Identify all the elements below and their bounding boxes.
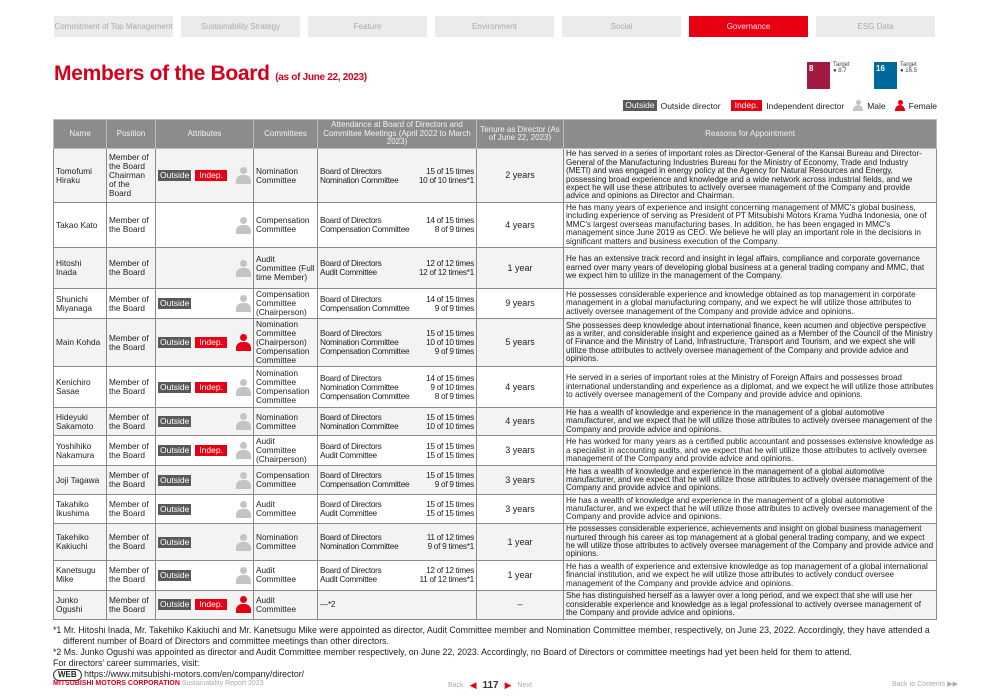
meeting-name: Audit Committee [320,449,377,460]
meeting-count: 15 of 15 times [426,470,474,481]
tenure: 1 year [477,248,564,289]
director-name: Takahiko Ikushima [54,495,107,524]
attendance-line [320,225,474,234]
attributes-cell [156,590,254,619]
committees: Audit Committee [254,590,318,619]
legend [623,100,937,111]
tenure: 3 years [477,466,564,495]
meeting-name: Board of Directors [320,532,382,543]
next-arrow-icon[interactable]: ▶ [504,680,512,690]
male-icon [236,442,251,459]
attendance-cell [318,408,477,436]
committees: Nomination Committee Compensation Committee [254,367,318,408]
director-name: Tomofumi Hiraku [54,149,107,203]
committees: Audit Committee (Full time Member) [254,248,318,289]
attendance-cell [318,149,477,203]
attributes-cell [156,408,254,436]
outside-tag: Outside [160,381,190,392]
attributes-cell [156,248,254,289]
appointment-reason: He has a wealth of knowledge and experience in the management of a global automotive manufacturer, and we expect that he will utilize those attributes to actively oversee management of the Company and provide advice and opinions. [564,408,937,436]
indep-tag: Indep. [195,337,227,348]
meeting-name: Board of Directors [320,411,382,422]
section-nav [54,16,935,37]
legend-female: Female [908,100,937,111]
appointment-reason: He served in a series of important roles at the Ministry of Foreign Affairs and possesses broad international understanding and experience as a diplomat, and we expect he will utilize those attributes to actively oversee management of the Company and provide advice and opinions. [564,367,937,408]
attributes-cell [156,524,254,561]
meeting-name: Board of Directors [320,372,382,383]
female-icon [236,334,251,351]
title-date: (as of June 22, 2023) [275,72,367,83]
tenure: 4 years [477,408,564,436]
director-name: Takao Kato [54,203,107,248]
male-icon [236,295,251,312]
attributes-cell [156,149,254,203]
meeting-count: 12 of 12 times [426,258,474,269]
male-icon [236,379,251,396]
meeting-name: Audit Committee [320,574,377,585]
attendance-cell [318,367,477,408]
attendance-line [320,575,474,584]
report-name: Sustainability Report 2023 [181,680,264,687]
meeting-name: Audit Committee [320,508,377,519]
committees: Compensation Committee [254,466,318,495]
legend-male: Male [867,100,886,111]
nav-tab[interactable]: Environment [435,16,554,37]
male-icon [236,413,251,430]
meeting-count: 14 of 15 times [426,293,474,304]
legend-indep: Independent director [766,100,845,111]
meeting-count: 10 of 10 times*1 [418,174,474,185]
table-row [54,524,937,561]
meeting-count: 15 of 15 times [426,499,474,510]
attributes-cell [156,367,254,408]
sdg-label: Target [833,62,850,68]
director-name: Junko Ogushi [54,590,107,619]
attendance-line [320,509,474,518]
director-name: Kenichiro Sasae [54,367,107,408]
attendance-line [320,392,474,401]
director-position: Member of the Board [107,524,156,561]
director-name: Hideyuki Sakamoto [54,408,107,436]
appointment-reason: He has a wealth of experience and extensive knowledge as top management of a global international financial institution, and we expect he will utilize those attributes to actively conduct oversee management of the Company and provide advice and opinions. [564,560,937,590]
table-row [54,367,937,408]
footnotes [53,625,943,681]
male-icon [236,501,251,518]
page-number: 117 [482,680,499,691]
indep-tag: Indep. [195,382,227,393]
double-arrow-icon[interactable]: ▶▶ [947,681,958,688]
director-name: Kanetsugu Mike [54,560,107,590]
company-name: MITSUBISHI MOTORS CORPORATION [53,680,180,687]
table-row [54,289,937,319]
sdg-8-icon: 8 [807,62,830,89]
outside-tag: Outside [160,599,190,610]
outside-tag: Outside [160,536,190,547]
indep-tag: Indep. [195,445,227,456]
nav-tab[interactable]: Commitment of Top Management [54,16,173,37]
meeting-name: Board of Directors [320,470,382,481]
nav-tab[interactable]: ESG Data [816,16,935,37]
meeting-name: Nomination Committee [320,420,399,431]
meeting-count: 14 of 15 times [426,215,474,226]
meeting-count: 8 of 9 times [434,390,474,401]
footnote-2: *2 Ms. Junko Ogushi was appointed as director and Audit Committee member respectively, on June 22, 2023. Accordingly, no Board of Directors or committee meetings had yet been held for them to attend. [53,646,852,657]
column-header: Committees [254,120,318,149]
attendance-line [320,480,474,489]
director-position: Member of the Board [107,203,156,248]
appointment-reason: He has a wealth of knowledge and experience in the management of a global automotive manufacturer, and we expect that he will utilize those attributes to actively oversee management of the Company and provide advice and opinions. [564,495,937,524]
outside-tag: Outside [160,474,190,485]
column-header: Position [107,120,156,149]
tenure: 3 years [477,436,564,466]
column-header: Name [54,120,107,149]
appointment-reason: He possesses considerable experience, achievements and insight on global business management nurtured through his career as top management at a global general trading company, and we expect he will utilize those attributes to actively oversee management of the Company and provide advice and opinions. [564,524,937,561]
attendance-cell [318,524,477,561]
meeting-name: Compensation Committee [320,479,410,490]
committees: Nomination Committee [254,408,318,436]
male-icon [236,217,251,234]
column-header: Attributes [156,120,254,149]
attendance-cell [318,248,477,289]
back-to-contents[interactable] [892,680,958,688]
appointment-reason: She possesses deep knowledge about international finance, keen acumen and objective perspective as a writer, and considerable insight and experience gained as a Member of the Council of the Ministry of Finance and the Ministry of Land, Infrastructure, Transport and Tourism, and we expect she will utilize those attributes to actively oversee management of the Company and provide advice and opinions. [564,319,937,367]
meeting-name: Board of Directors [320,258,382,269]
meeting-name: Board of Directors [320,565,382,576]
outside-tag: Outside [160,445,190,456]
table-row [54,203,937,248]
meeting-name: Nomination Committee [320,174,399,185]
back-link[interactable]: Back [448,682,464,689]
attributes-cell [156,289,254,319]
table-row [54,466,937,495]
attendance-line [320,542,474,551]
title-text: Members of the Board [54,62,270,85]
legend-outside: Outside director [660,100,721,111]
meeting-name: Nomination Committee [320,381,399,392]
director-position: Member of the Board [107,408,156,436]
sdg-label: Target [900,62,917,68]
director-position: Member of the Board [107,248,156,289]
nav-tab[interactable]: Feature [308,16,427,37]
attendance-cell [318,289,477,319]
board-table [53,119,937,620]
tenure: 2 years [477,149,564,203]
nav-tab[interactable]: Governance [689,16,808,37]
table-row [54,436,937,466]
meeting-name: Board of Directors [320,499,382,510]
table-row [54,319,937,367]
committees: Compensation Committee (Chairperson) [254,289,318,319]
committees: Compensation Committee [254,203,318,248]
nav-tab[interactable]: Social [562,16,681,37]
director-position: Member of the Board [107,495,156,524]
director-name: Main Kohda [54,319,107,367]
table-row [54,560,937,590]
attendance-line [320,304,474,313]
meeting-name: Board of Directors [320,293,382,304]
attributes-cell [156,466,254,495]
sdg-target: ● 16.5 [900,68,917,74]
column-header: Tenure as Director (As of June 22, 2023) [477,120,564,149]
outside-tag: Outside [160,569,190,580]
attendance-cell [318,436,477,466]
committees: Nomination Committee (Chairperson) Compensation Committee [254,319,318,367]
appointment-reason: He has worked for many years as a certified public accountant and possesses extensive knowledge as a specialist in accounting audits, and we expect that he will utilize those attributes to actively oversee management of the Company and provide advice and opinions. [564,436,937,466]
tenure: 1 year [477,560,564,590]
attributes-cell [156,560,254,590]
attributes-cell [156,436,254,466]
table-row [54,590,937,619]
tenure: 9 years [477,289,564,319]
attendance-line [320,600,474,609]
director-name: Yoshihiko Nakamura [54,436,107,466]
meeting-count: 15 of 15 times [426,165,474,176]
meeting-count: 15 of 15 times [426,411,474,422]
meeting-count: 9 of 9 times*1 [427,541,474,552]
appointment-reason: He possesses considerable experience and knowledge obtained as top management in corporate management in a global manufacturing company, and we expect he will utilize those attributes to actively oversee management of the Company and provide advice and opinions. [564,289,937,319]
committees: Nomination Committee [254,149,318,203]
attendance-cell [318,495,477,524]
director-position: Member of the Board [107,466,156,495]
appointment-reason: He has a wealth of knowledge and experience in the management of a global automotive manufacturer, and we expect that he will utilize those attributes to actively oversee management of the Company and provide advice and opinions. [564,466,937,495]
meeting-name: Board of Directors [320,328,382,339]
male-icon [236,167,251,184]
sdg-8-badge [807,62,850,89]
director-name: Takehiko Kakiuchi [54,524,107,561]
tenure: – [477,590,564,619]
director-position: Member of the Board [107,319,156,367]
outside-tag: Outside [625,100,655,110]
committees: Nomination Committee [254,524,318,561]
outside-tag: Outside [160,416,190,427]
meeting-count: 10 of 10 times [426,337,474,348]
attendance-cell [318,560,477,590]
meeting-count: 9 of 10 times [430,381,474,392]
column-header: Attendance at Board of Directors and Committee Meetings (April 2022 to March 2023) [318,120,477,149]
table-row [54,248,937,289]
outside-tag: Outside [160,298,190,309]
pager [448,680,532,691]
attendance-line [320,268,474,277]
tenure: 3 years [477,495,564,524]
female-icon [236,596,251,613]
meeting-count: 9 of 9 times [434,346,474,357]
main-content [53,119,937,681]
attributes-cell [156,495,254,524]
tenure: 5 years [477,319,564,367]
meeting-count: 11 of 12 times*1 [419,574,474,585]
sdg-target: ● 8.7 [833,68,847,74]
tenure: 4 years [477,367,564,408]
meeting-name: Audit Committee [320,267,377,278]
attendance-line [320,176,474,185]
outside-tag: Outside [160,170,190,180]
indep-tag: Indep. [195,599,227,610]
attendance-line [320,422,474,431]
table-row [54,149,937,203]
attendance-line [320,347,474,356]
meeting-count: 15 of 15 times [426,449,474,460]
meeting-name: Nomination Committee [320,541,399,552]
attendance-line [320,451,474,460]
meeting-name: —*2 [320,599,336,610]
appointment-reason: She has distinguished herself as a lawyer over a long period, and we expect that she will use her considerable experience and knowledge as a legal professional to actively oversee management of the Company and provide advice and opinions. [564,590,937,619]
table-row [54,408,937,436]
director-position: Member of the Board [107,590,156,619]
meeting-count: 11 of 12 times [426,532,474,543]
meeting-count: 10 of 10 times [426,420,474,431]
director-name: Shunichi Miyanaga [54,289,107,319]
male-icon [236,567,251,584]
meeting-count: 15 of 15 times [426,508,474,519]
attendance-cell [318,319,477,367]
indep-tag: Indep. [731,100,763,111]
column-header: Reasons for Appointment [564,120,937,149]
committees: Audit Committee (Chairperson) [254,436,318,466]
attendance-cell [318,203,477,248]
director-position: Member of the Board [107,436,156,466]
committees: Audit Committee [254,560,318,590]
sdg-16-badge [874,62,917,89]
nav-tab[interactable]: Sustainability Strategy [181,16,300,37]
back-to-contents-label[interactable]: Back to Contents [891,681,946,688]
attributes-cell [156,203,254,248]
meeting-count: 12 of 12 times [426,565,474,576]
meeting-count: 14 of 15 times [426,372,474,383]
meeting-count: 9 of 9 times [434,302,474,313]
appointment-reason: He has served in a series of important roles as Director-General of the Kansai Bureau and Director-General of the Manufacturing Industries Bureau for the Ministry of Economy, Trade and Industry (METI) and was engaged in energy policy at the Agency for Natural Resources and Energy, possessing broad experience and knowledge and a wide network across industrial fields, and we expect he will use these attributes to actively oversee management of the Company and provide advice and opinions as Director and Chairman. [564,149,937,203]
director-link[interactable]: https://www.mitsubishi-motors.com/en/company/director/ [84,668,305,679]
meeting-count: 15 of 15 times [426,440,474,451]
meeting-name: Compensation Committee [320,302,410,313]
attendance-cell [318,466,477,495]
male-icon [853,100,863,111]
director-position: Member of the Board Chairman of the Board [107,149,156,203]
career-note: For directors' career summaries, visit: [53,657,200,668]
meeting-name: Compensation Committee [320,390,410,401]
table-row [54,495,937,524]
director-name: Joji Tagawa [54,466,107,495]
director-position: Member of the Board [107,367,156,408]
outside-tag: Outside [160,503,190,514]
meeting-count: 12 of 12 times*1 [418,267,474,278]
meeting-name: Board of Directors [320,215,382,226]
meeting-name: Compensation Committee [320,224,410,235]
director-position: Member of the Board [107,289,156,319]
male-icon [236,472,251,489]
meeting-count: 9 of 9 times [434,479,474,490]
outside-tag: Outside [160,337,190,348]
footer [53,680,264,687]
meeting-count: 15 of 15 times [426,328,474,339]
back-arrow-icon[interactable]: ◀ [469,680,477,690]
director-position: Member of the Board [107,560,156,590]
director-name: Hitoshi Inada [54,248,107,289]
meeting-name: Nomination Committee [320,337,399,348]
female-icon [895,100,905,111]
appointment-reason: He has many years of experience and insight concerning management of MMC's global business, including experience of serving as President of PT Mitsubishi Motors Krama Yudha Indonesia, one of MMC's largest overseas manufacturing bases. In addition, he has been engaged in MMC's management since June 2019 as CEO. We believe he will play an important role in the decisions in significant matters and business execution of the Company. [564,203,937,248]
footnote-1: *1 Mr. Hitoshi Inada, Mr. Takehiko Kakiuchi and Mr. Kanetsugu Mike were appointed as director, Audit Committee member and Nomination Committee member, respectively, on June 23, 2022. Accordingly, they have attended a different number of Board of Directors and committee meetings than other directors. [53,624,930,646]
sdg-16-icon: 16 [874,62,897,89]
attributes-cell [156,319,254,367]
meeting-count: 8 of 9 times [434,224,474,235]
tenure: 1 year [477,524,564,561]
tenure: 4 years [477,203,564,248]
meeting-name: Board of Directors [320,165,382,176]
meeting-name: Board of Directors [320,440,382,451]
committees: Audit Committee [254,495,318,524]
indep-tag: Indep. [195,170,227,181]
page-title [54,62,367,86]
next-link[interactable]: Next [517,682,532,689]
male-icon [236,260,251,277]
meeting-name: Compensation Committee [320,346,410,357]
web-icon: WEB [53,669,82,681]
appointment-reason: He has an extensive track record and insight in legal affairs, compliance and corporate governance earned over many years of developing global business at a general trading company and MMC, that we expect him to utilize in the management of the Company. [564,248,937,289]
attendance-cell [318,590,477,619]
male-icon [236,534,251,551]
